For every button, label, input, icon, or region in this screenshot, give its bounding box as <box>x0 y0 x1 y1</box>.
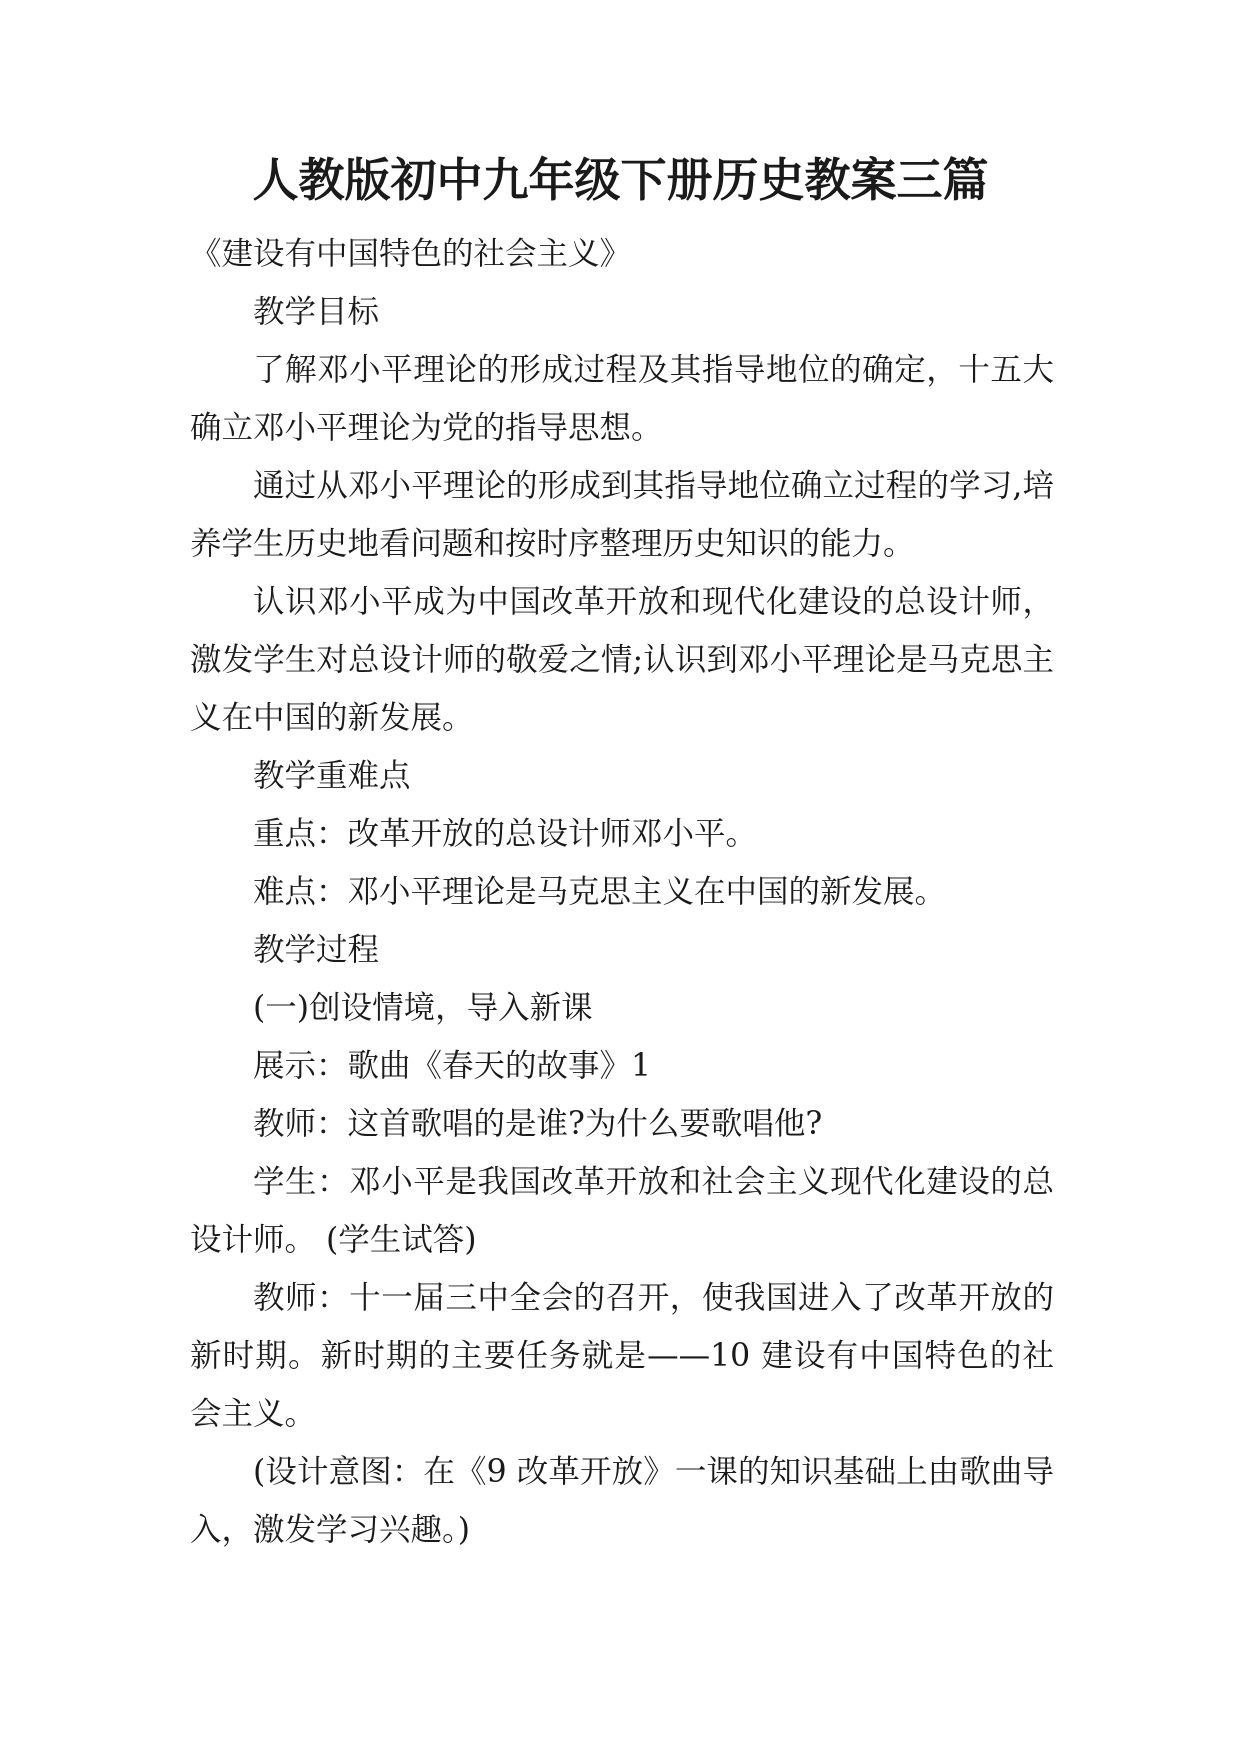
objective-paragraph-1: 了解邓小平理论的形成过程及其指导地位的确定，十五大确立邓小平理论为党的指导思想。 <box>190 352 1054 446</box>
section-heading-process: 教学过程 <box>253 932 380 968</box>
process-paragraph-teacher-question: 教师：这首歌唱的是谁?为什么要歌唱他? <box>253 1106 823 1142</box>
section-heading-objectives: 教学目标 <box>253 294 380 330</box>
process-step-heading: (一)创设情境，导入新课 <box>253 990 593 1026</box>
objective-paragraph-2: 通过从邓小平理论的形成到其指导地位确立过程的学习,培养学生历史地看问题和按时序整理历史知识的能力。 <box>190 468 1054 562</box>
document-body <box>190 225 1054 1559</box>
process-paragraph-show: 展示：歌曲《春天的故事》1 <box>253 1048 652 1084</box>
process-paragraph-student-answer: 学生：邓小平是我国改革开放和社会主义现代化建设的总设计师。 (学生试答) <box>190 1164 1054 1258</box>
objective-paragraph-3: 认识邓小平成为中国改革开放和现代化建设的总设计师，激发学生对总设计师的敬爱之情;认识到邓小平理论是马克思主义在中国的新发展。 <box>190 584 1054 736</box>
design-intent-note: (设计意图：在《9 改革开放》一课的知识基础上由歌曲导入，激发学习兴趣。) <box>190 1454 1054 1548</box>
document-title: 人教版初中九年级下册历史教案三篇 <box>252 153 989 207</box>
key-point: 重点：改革开放的总设计师邓小平。 <box>253 816 758 852</box>
process-paragraph-teacher-statement: 教师：十一届三中全会的召开，使我国进入了改革开放的新时期。新时期的主要任务就是——10 建设有中国特色的社会主义。 <box>190 1280 1054 1432</box>
lesson-title: 《建设有中国特色的社会主义》 <box>190 236 632 272</box>
difficult-point: 难点：邓小平理论是马克思主义在中国的新发展。 <box>253 874 947 910</box>
section-heading-key-points: 教学重难点 <box>253 758 411 794</box>
